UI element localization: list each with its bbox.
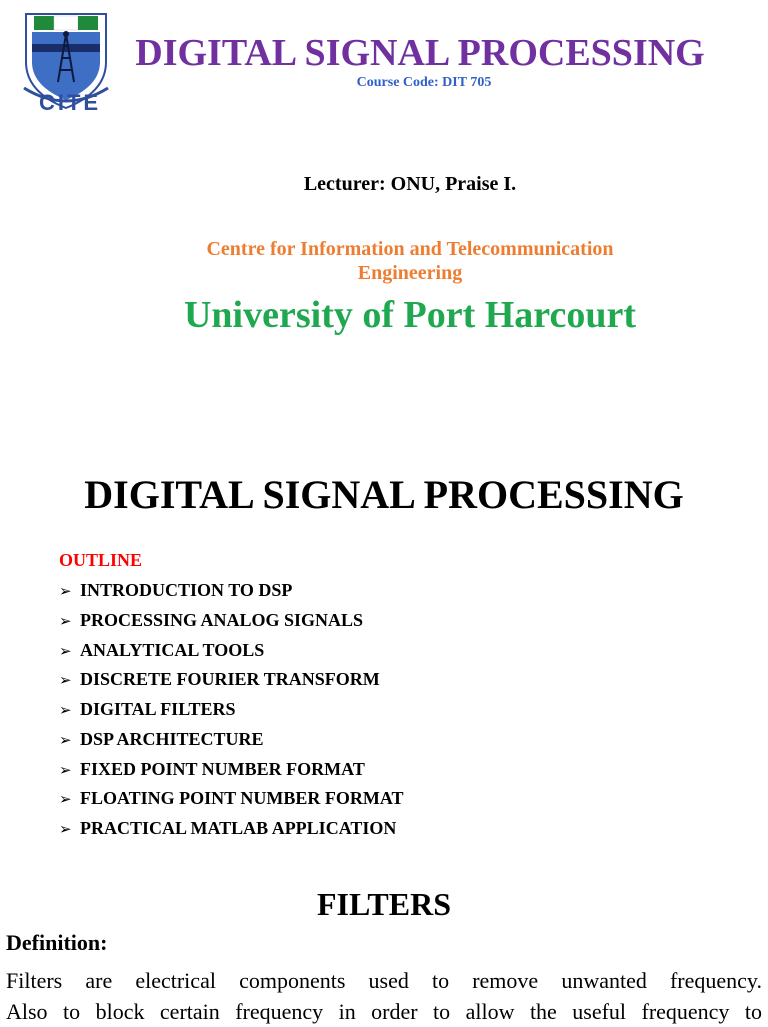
- lecturer-name: Lecturer: ONU, Praise I.: [303, 173, 517, 195]
- arrow-bullet-icon: ➢: [59, 790, 72, 809]
- arrow-bullet-icon: ➢: [59, 820, 72, 838]
- filters-heading: FILTERS: [317, 886, 451, 922]
- arrow-bullet-icon: ➢: [59, 701, 72, 719]
- page-title: DIGITAL SIGNAL PROCESSING: [135, 32, 705, 74]
- arrow-bullet-icon: ➢: [59, 671, 72, 690]
- arrow-bullet-icon: ➢: [59, 641, 72, 660]
- arrow-bullet-icon: ➢: [59, 611, 72, 630]
- list-item: ➢ FLOATING POINT NUMBER FORMAT: [59, 784, 404, 814]
- course-code: Course Code: DIT 705: [356, 75, 492, 90]
- university-name: University of Port Harcourt: [183, 294, 636, 336]
- section-title: DIGITAL SIGNAL PROCESSING: [84, 472, 684, 517]
- outline-label: OUTLINE: [59, 550, 143, 570]
- list-item: ➢ INTRODUCTION TO DSP: [59, 576, 404, 606]
- centre-name: [160, 237, 660, 285]
- outline-list: [59, 576, 404, 844]
- arrow-bullet-icon: ➢: [59, 760, 72, 779]
- arrow-bullet-icon: ➢: [59, 582, 72, 600]
- definition-text: [6, 965, 762, 1027]
- definition-line1: Filters are electrical components used to remove unwanted frequency.: [6, 968, 762, 993]
- list-item: ➢ FIXED POINT NUMBER FORMAT: [59, 755, 404, 785]
- list-item: ➢ DIGITAL FILTERS: [59, 695, 404, 725]
- logo-text: CITE: [38, 90, 102, 115]
- definition-line2: Also to block certain frequency in order to allow the useful frequency to: [6, 999, 762, 1024]
- definition-label: Definition:: [6, 930, 108, 955]
- list-item: ➢ ANALYTICAL TOOLS: [59, 636, 404, 666]
- list-item: ➢ DISCRETE FOURIER TRANSFORM: [59, 665, 404, 695]
- centre-name-line1: Centre for Information and Telecommunication: [206, 238, 614, 260]
- arrow-bullet-icon: ➢: [59, 730, 72, 749]
- list-item: ➢ PROCESSING ANALOG SIGNALS: [59, 606, 404, 636]
- list-item: ➢ PRACTICAL MATLAB APPLICATION: [59, 814, 404, 844]
- list-item: ➢ DSP ARCHITECTURE: [59, 725, 404, 755]
- centre-name-line2: Engineering: [357, 262, 463, 284]
